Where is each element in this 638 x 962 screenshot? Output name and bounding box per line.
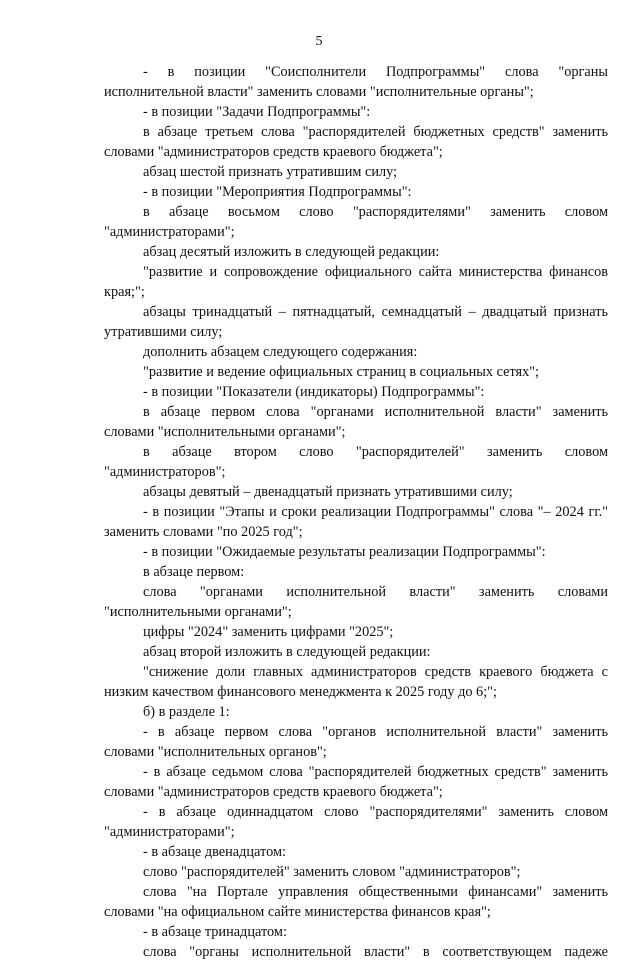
document-body <box>104 62 608 962</box>
paragraph: б) в разделе 1: <box>143 704 230 720</box>
paragraph: - в позиции "Задачи Подпрограммы": <box>143 104 371 120</box>
paragraph: дополнить абзацем следующего содержания: <box>143 344 418 360</box>
paragraph: - в абзаце одиннадцатом слово "распорядителями" заменить словом "администраторами"; <box>104 804 608 840</box>
paragraph: слово "распорядителей" заменить словом "администраторов"; <box>143 864 521 880</box>
paragraph: - в абзаце первом слова "органов исполнительной власти" заменить словами "исполнительных органов"; <box>104 724 608 760</box>
paragraph: в абзаце третьем слова "распорядителей бюджетных средств" заменить словами "администраторов средств краевого бюджета"; <box>104 124 608 160</box>
paragraph: - в позиции "Мероприятия Подпрограммы": <box>143 184 412 200</box>
paragraph: в абзаце втором слово "распорядителей" заменить словом "администраторов"; <box>104 444 608 480</box>
paragraph: абзац десятый изложить в следующей редакции: <box>143 244 440 260</box>
page-number: 5 <box>315 34 323 49</box>
paragraph: "развитие и ведение официальных страниц в социальных сетях"; <box>143 364 540 380</box>
paragraph: в абзаце первом: <box>143 564 245 580</box>
paragraph: - в позиции "Этапы и сроки реализации Подпрограммы" слова "– 2024 гг." заменить словами "по 2025 год"; <box>104 504 608 540</box>
paragraph: абзацы тринадцатый – пятнадцатый, семнадцатый – двадцатый признать утратившими силу; <box>104 304 608 340</box>
paragraph: абзац второй изложить в следующей редакции: <box>143 644 431 660</box>
paragraph: - в абзаце седьмом слова "распорядителей бюджетных средств" заменить словами "администраторов средств краевого бюджета"; <box>104 764 608 800</box>
paragraph: в абзаце первом слова "органами исполнительной власти" заменить словами "исполнительными органами"; <box>104 404 608 440</box>
paragraph: слова "органы исполнительной власти" в соответствующем падеже <box>143 944 608 960</box>
paragraph: слова "органами исполнительной власти" заменить словами "исполнительными органами"; <box>104 584 608 620</box>
paragraph: - в позиции "Соисполнители Подпрограммы" слова "органы исполнительной власти" заменить словами "исполнительные органы"; <box>104 64 608 100</box>
paragraph: "развитие и сопровождение официального сайта министерства финансов края;"; <box>104 264 608 300</box>
paragraph: "снижение доли главных администраторов средств краевого бюджета с низким качеством финансового менеджмента к 2025 году до 6;"; <box>104 664 608 700</box>
paragraph: в абзаце восьмом слово "распорядителями" заменить словом "администраторами"; <box>104 204 608 240</box>
paragraph: - в позиции "Ожидаемые результаты реализации Подпрограммы": <box>143 544 546 560</box>
paragraph: слова "на Портале управления общественными финансами" заменить словами "на официальном сайте министерства финансов края"; <box>104 884 608 920</box>
paragraph: - в абзаце тринадцатом: <box>143 924 287 940</box>
paragraph: - в абзаце двенадцатом: <box>143 844 286 860</box>
paragraph: абзацы девятый – двенадцатый признать утратившими силу; <box>143 484 513 500</box>
paragraph: цифры "2024" заменить цифрами "2025"; <box>143 624 394 640</box>
paragraph: абзац шестой признать утратившим силу; <box>143 164 398 180</box>
paragraph: - в позиции "Показатели (индикаторы) Подпрограммы": <box>143 384 485 400</box>
